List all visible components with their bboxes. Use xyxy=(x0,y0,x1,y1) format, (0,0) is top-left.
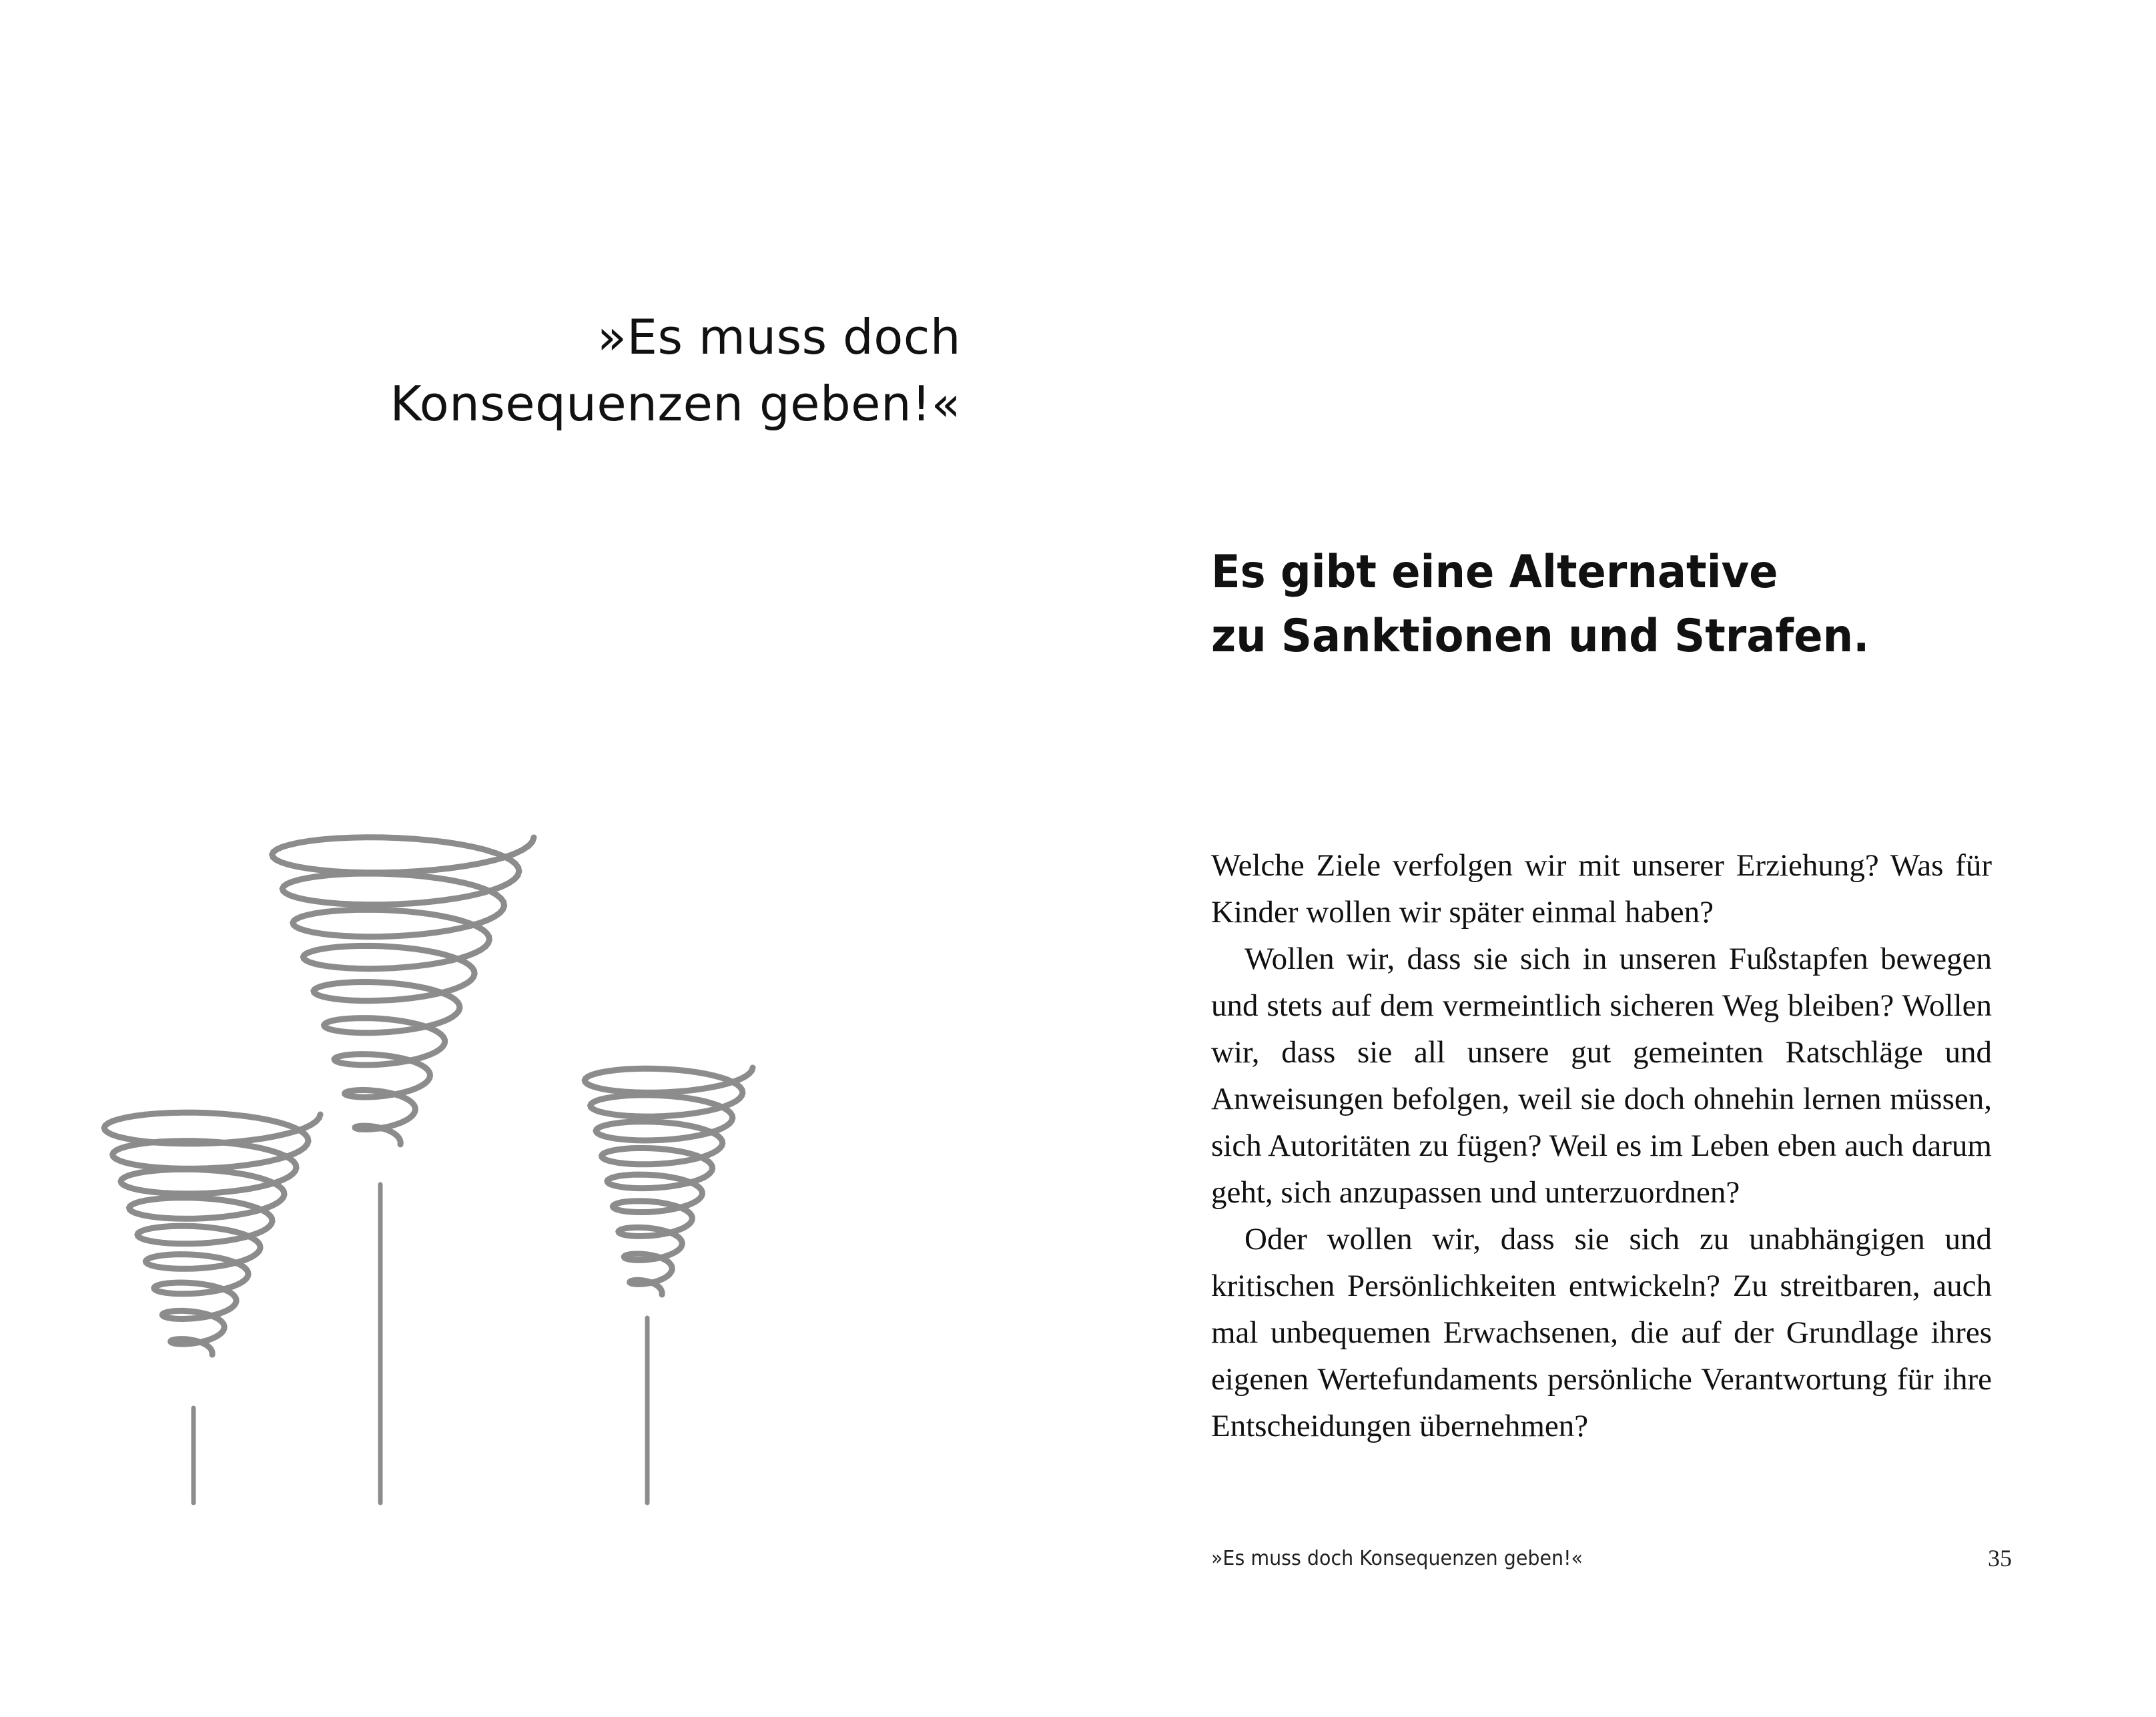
subtitle-line: zu Sanktionen und Strafen. xyxy=(1211,610,1870,663)
spiral-stroke xyxy=(272,837,534,1144)
paragraph: Wollen wir, dass sie sich in unseren Fußstapfen bewegen und stets auf dem vermeintlich sicheren Weg bleiben? Wollen wir, dass sie all unsere gut gemeinten Ratschläge und Anweisungen befolgen, weil sie doch ohnehin lernen müssen, sich Autoritäten zu fügen? Weil es im Leben eben auch darum geht, sich anzupassen und unterzuordnen? xyxy=(1211,942,1992,1210)
paragraph: Welche Ziele verfolgen wir mit unserer Erziehung? Was für Kinder wollen wir später einmal haben? xyxy=(1211,848,1992,930)
section-subtitle xyxy=(1211,541,1964,669)
chapter-title-line: »Es muss doch xyxy=(597,309,961,365)
right-page xyxy=(1078,0,2156,1717)
body-text xyxy=(1211,842,1992,1449)
chapter-title xyxy=(390,304,961,437)
spiral-stroke xyxy=(585,1068,753,1295)
subtitle-line: Es gibt eine Alternative xyxy=(1211,546,1778,599)
paragraph: Oder wollen wir, dass sie sich zu unabhängigen und kritischen Persönlichkeiten entwickeln? Zu streitbaren, auch mal unbequemen Erwachsenen, die auf der Grundlage ihres eigenen Wertefundaments persönliche Verantwortung für ihre Entscheidungen übernehmen? xyxy=(1211,1222,1992,1443)
spiral-tornado-icon xyxy=(73,787,807,1508)
chapter-title-line: Konsequenzen geben!« xyxy=(390,376,961,432)
page-number: 35 xyxy=(1988,1545,2012,1572)
spiral-stroke xyxy=(104,1112,320,1355)
running-footer: »Es muss doch Konsequenzen geben!« xyxy=(1211,1547,1583,1570)
